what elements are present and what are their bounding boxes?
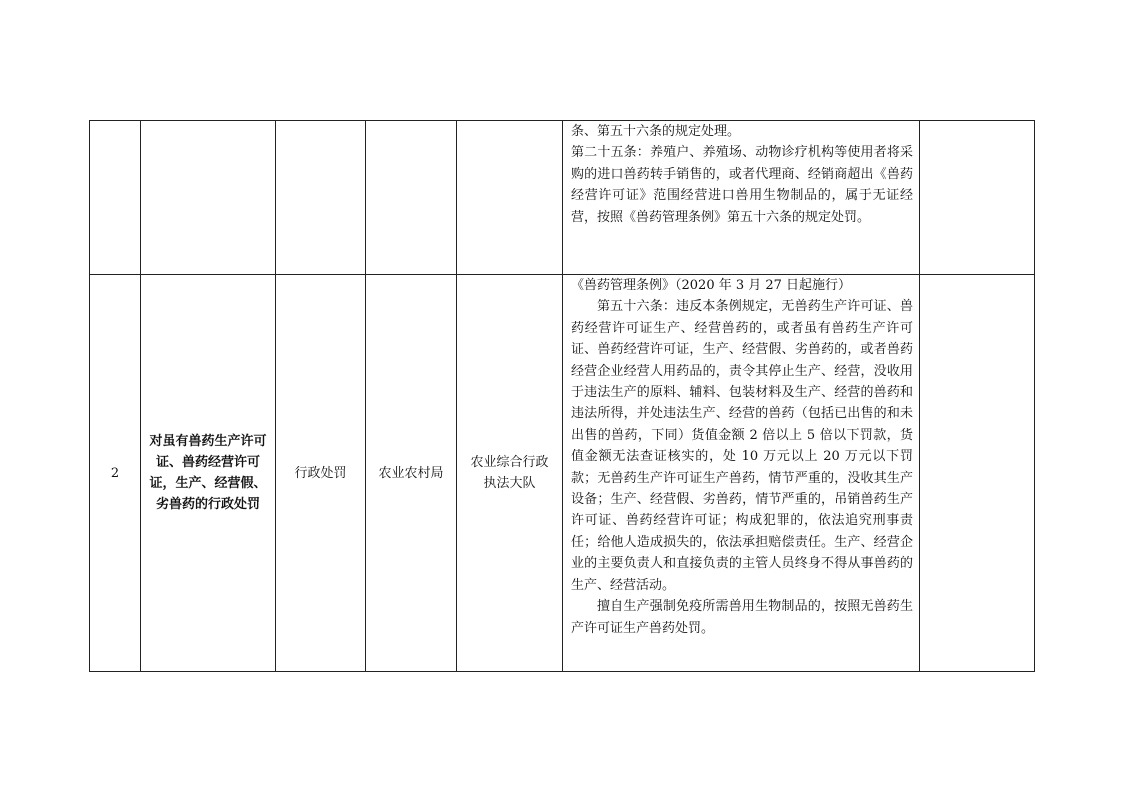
row-number: 2 [90, 275, 141, 672]
penalty-item: 对虽有兽药生产许可证、兽药经营许可证，生产、经营假、劣兽药的行政处罚 [141, 275, 276, 672]
basis-paragraph: 第二十五条：养殖户、养殖场、动物诊疗机构等使用者将采购的进口兽药转手销售的，或者代理商、经销商超出《兽药经营许可证》范围经营进口兽用生物制品的，属于无证经营，按照《兽药管理条例》第五十六条的规定处罚。 [571, 145, 913, 225]
penalty-item [141, 121, 276, 275]
table-row [90, 121, 1035, 275]
remarks-cell [920, 121, 1035, 275]
legal-basis [563, 121, 920, 275]
penalty-category [276, 121, 366, 275]
row-number [90, 121, 141, 275]
remarks-cell [920, 275, 1035, 672]
basis-paragraph: 《兽药管理条例》（2020 年 3 月 27 日起施行） [571, 278, 852, 293]
penalty-table [89, 120, 1035, 672]
penalty-category: 行政处罚 [276, 275, 366, 672]
basis-paragraph: 擅自生产强制免疫所需兽用生物制品的，按照无兽药生产许可证生产兽药处罚。 [571, 599, 913, 636]
basis-paragraph: 第五十六条：违反本条例规定，无兽药生产许可证、兽药经营许可证生产、经营兽药的，或者虽有兽药生产许可证、兽药经营许可证，生产、经营假、劣兽药的，或者兽药经营企业经营人用药品的，责令其停止生产、经营，没收用于违法生产的原料、辅料、包装材料及生产、经营的兽药和违法所得，并处违法生产、经营的兽药（包括已出售的和未出售的兽药，下同）货值金额 2 倍以上 5 倍以下罚款，货值金额无法查证核实的，处 10 万元以上 20 万元以下罚款；无兽药生产许可证生产兽药，情节严重的，没收其生产设备；生产、经营假、劣兽药，情节严重的，吊销兽药生产许可证、兽药经营许可证；构成犯罪的，依法追究刑事责任；给他人造成损失的，依法承担赔偿责任。生产、经营企业的主要负责人和直接负责的主管人员终身不得从事兽药的生产、经营活动。 [571, 299, 913, 593]
legal-basis [563, 275, 920, 672]
enforcement-unit: 农业综合行政执法大队 [457, 275, 563, 672]
responsible-department [366, 121, 457, 275]
table-row [90, 275, 1035, 672]
responsible-department: 农业农村局 [366, 275, 457, 672]
enforcement-unit [457, 121, 563, 275]
basis-paragraph: 条、第五十六条的规定处理。 [571, 124, 741, 139]
